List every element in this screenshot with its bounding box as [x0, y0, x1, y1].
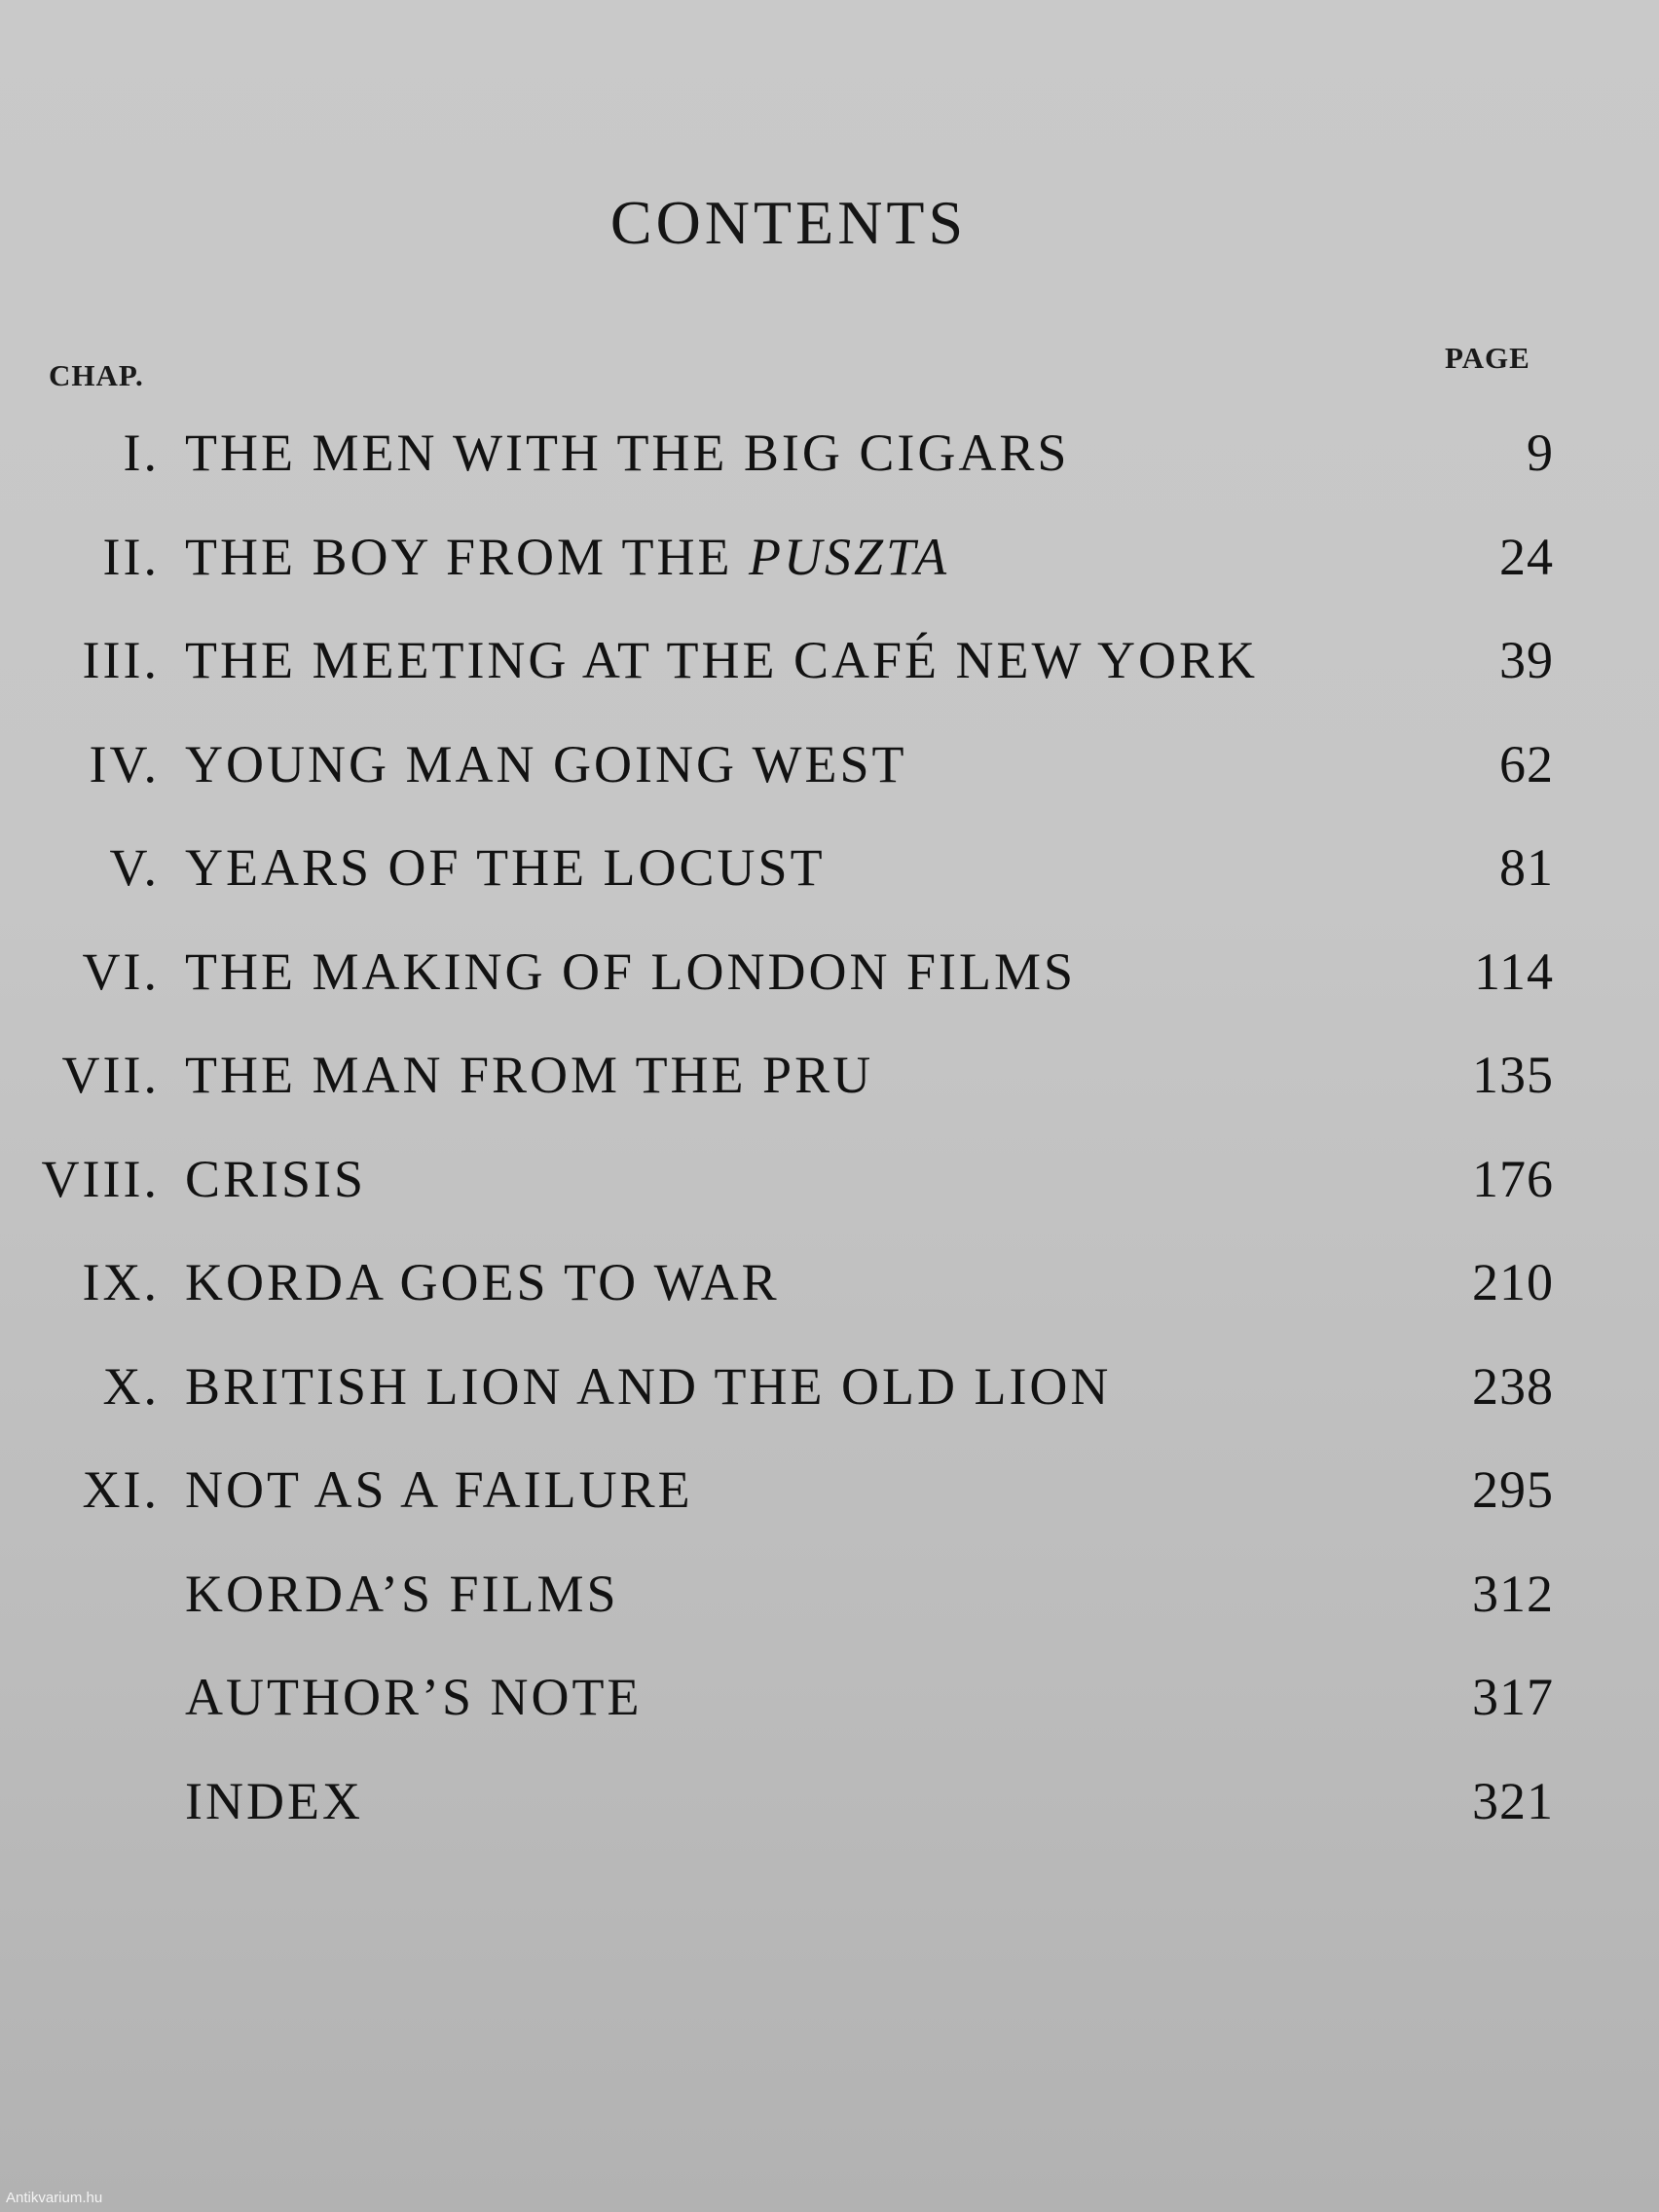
page-number: 295	[1472, 1460, 1554, 1519]
contents-entry	[0, 934, 1659, 1038]
chapter-title: CRISIS	[185, 1149, 367, 1208]
contents-entry	[0, 1244, 1659, 1348]
chapter-number: III.	[82, 631, 160, 689]
contents-entry	[0, 726, 1659, 830]
chapter-column-header: CHAP.	[49, 358, 144, 392]
contents-list	[0, 415, 1659, 1866]
page-number: 81	[1499, 838, 1554, 897]
chapter-title: KORDA GOES TO WAR	[185, 1253, 780, 1311]
page-number: 114	[1474, 941, 1554, 1001]
chapter-title: AUTHOR’S NOTE	[185, 1668, 643, 1726]
page-number: 9	[1527, 424, 1554, 482]
page-number: 62	[1499, 734, 1554, 793]
contents-entry	[0, 1348, 1659, 1453]
page-number: 321	[1472, 1771, 1554, 1830]
contents-entry	[0, 1659, 1659, 1763]
contents-entry	[0, 1556, 1659, 1660]
chapter-title: NOT AS A FAILURE	[185, 1460, 693, 1519]
page-number: 135	[1472, 1046, 1554, 1104]
page-number: 24	[1499, 527, 1554, 586]
page-number: 312	[1472, 1564, 1554, 1623]
chapter-number: VIII.	[41, 1149, 160, 1208]
chapter-title: INDEX	[185, 1771, 363, 1830]
chapter-title-prefix: THE BOY FROM THE	[185, 527, 750, 586]
chapter-title: KORDA’S FILMS	[185, 1564, 619, 1623]
chapter-number: IV.	[89, 734, 160, 793]
contents-entry	[0, 830, 1659, 934]
page-number: 317	[1472, 1668, 1554, 1726]
page-column-header: PAGE	[1445, 341, 1530, 375]
chapter-number: IX.	[82, 1253, 160, 1311]
contents-entry	[0, 1763, 1659, 1867]
chapter-title-italic: PUSZTA	[749, 527, 950, 586]
chapter-title: YOUNG MAN GOING WEST	[185, 734, 907, 793]
chapter-title: THE MEETING AT THE CAFÉ NEW YORK	[185, 631, 1258, 689]
page-number: 238	[1472, 1356, 1554, 1416]
contents-entry	[0, 1141, 1659, 1245]
contents-entry	[0, 415, 1659, 519]
chapter-title: THE MEN WITH THE BIG CIGARS	[185, 424, 1070, 482]
page-title: CONTENTS	[609, 188, 968, 257]
chapter-number: I.	[123, 424, 160, 482]
chapter-title: THE MAN FROM THE PRU	[185, 1046, 874, 1104]
chapter-number: II.	[102, 527, 160, 586]
watermark: Antikvarium.hu	[6, 2190, 103, 2206]
chapter-number: VI.	[82, 941, 160, 1001]
chapter-title	[185, 527, 949, 587]
chapter-number: V.	[109, 838, 160, 897]
contents-entry	[0, 1452, 1659, 1556]
page-number: 176	[1472, 1149, 1554, 1208]
page-number: 39	[1499, 631, 1554, 689]
contents-entry	[0, 622, 1659, 726]
chapter-title: BRITISH LION AND THE OLD LION	[185, 1356, 1112, 1416]
chapter-title: THE MAKING OF LONDON FILMS	[185, 941, 1076, 1001]
chapter-number: XI.	[82, 1460, 160, 1519]
chapter-title: YEARS OF THE LOCUST	[185, 838, 826, 897]
contents-entry	[0, 519, 1659, 623]
page-number: 210	[1472, 1253, 1554, 1311]
chapter-number: X.	[102, 1356, 160, 1416]
chapter-number: VII.	[61, 1046, 160, 1104]
contents-entry	[0, 1037, 1659, 1141]
